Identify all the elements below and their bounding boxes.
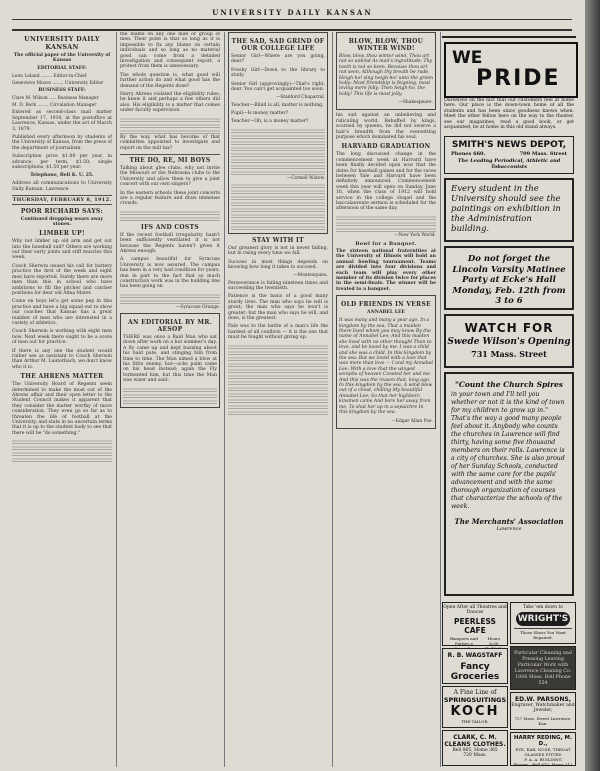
- church-head: "Count the Church Spires: [454, 380, 564, 389]
- article-paragraph: Patience is the basis of a good many sturdy lives. The man who says he will is great; the man who says he won't is greater; but the man who says he will, and does, is the greatest.: [228, 294, 328, 321]
- address-notice: Address all communications to University Daily Kansan, Lawrence.: [12, 181, 112, 192]
- signature: —Cornell Widow.: [286, 175, 325, 181]
- staff-line: Leon Leland ........ Editor-in-Chief: [12, 74, 87, 79]
- do-re-mi-head: THE DO, RE, MI BOYS: [120, 154, 220, 164]
- peerless-top: Open After all Theatres and Dances: [443, 605, 507, 615]
- smith-address: 709 Mass. Street: [519, 151, 567, 157]
- poem: It was many and many a year ago, In a kingdom by the sea, That a maiden there lived whom you may know By the name of Annabel Lee; And this maiden she lived with no other thought Than to love, and be loved by me. I was a child and she was a child, In this kingdom by the sea: But we loved with a love that was more than love — I and my Annabel Lee; With a love that the winged seraphs of heaven Coveted her and me. And this was the reason that, long ago, In this kingdom by the sea, A wind blew out of a cloud, chilling My beautiful Annabel Lee; So that her highborn kinsmen came And bore her away from me, To shut her up in a sepulchre In this kingdom by the sea.: [339, 318, 433, 416]
- article-paragraph: Come on boys let's get some pep in this practice and have a big squad out to show our coaches that Kansas has a great number of men who are interested in a variety of athletics.: [12, 299, 112, 326]
- article-paragraph: Coach Sherwin is working with eight men now. Next week there ought to be a score of men out for practice.: [12, 329, 112, 346]
- business-line: M. D. Bork ........ Circulation Manager: [12, 103, 97, 109]
- article-paragraph: Our greatest glory is not in never falling, but in rising every time we fall.: [228, 245, 328, 257]
- lincoln-ad: [444, 246, 574, 310]
- merchants-city: Lawrence: [496, 526, 522, 532]
- article-paragraph: Coach Sherwin issued his call for battery practice the first of the week and eight men have reported. Surely there are more men than this in school who have ambitions to fill the pitcher and catcher positions for dear old Alma Mater.: [12, 263, 112, 296]
- peerless-ad: [442, 602, 508, 646]
- article-paragraph: the blame on any one man or group of men. Their point is that so long as it is impossible to fix any blame on certain individuals and so long as no material good can come from a detailed investigation and consequent report, a protest from them is unnecessary.: [120, 32, 220, 70]
- article-paragraph: Perseverance is failing nineteen times and succeeding the twentieth.: [228, 280, 328, 291]
- article-paragraph: By the way, what has become of that committee appointed to investigate and report on the mill tax?: [120, 134, 220, 151]
- signature: —Shakespeare.: [398, 100, 433, 106]
- signature: —Montesquieu.: [293, 273, 328, 279]
- masthead-rule-bottom: [12, 29, 572, 31]
- aesop-head: AN EDITORIAL BY MR. AESOP: [127, 318, 212, 333]
- wright-logo: WRIGHT'S: [517, 614, 569, 624]
- ifs-head: IFS AND COSTS: [141, 223, 199, 231]
- reding-building: F. A. A. BUILDING: [524, 757, 562, 762]
- masthead: UNIVERSITY DAILY KANSAN: [212, 8, 373, 17]
- staff-head: EDITORIAL STAFF:: [37, 66, 87, 71]
- blow-box: [336, 32, 436, 110]
- issue-date: THURSDAY, FEBRUARY 8, 1912.: [12, 197, 112, 204]
- article-paragraph: Senior Girl (approvingly)—That's right, dear. You can't get acquainted too soon.: [231, 81, 325, 93]
- parsons-trade: Engraver, Watchmaker and Jeweler,: [511, 703, 575, 714]
- page-edge: [585, 0, 600, 771]
- koch-ad: [442, 686, 508, 728]
- published-notice: Published every afternoon by students of the University of Kansas, from the press of the department of journalism.: [12, 135, 112, 151]
- article-paragraph: Why not limber up old arm and get out into the baseball suit? Others are working out their early joints and stiff muscles this week.: [12, 239, 112, 261]
- staff-line: Genevieve Moore ........ University Editor: [12, 81, 104, 87]
- swede-ad: [444, 314, 574, 368]
- article-paragraph: The sixteen national fraternities at the University of Illinois will hold an annual bowling tournament. Teams are divided into four divisions and each team will play every other member of its division twice for places in the semi-finals. The winner will be treated to a banquet.: [336, 248, 436, 292]
- paper-subtitle: The official paper of the University of Kansas: [13, 53, 111, 63]
- column-divider: [440, 32, 441, 767]
- lincoln-text: Do not forget the Lincoln Varsity Matinee Party at Ecke's Hall Monday, Feb. 12th from 3 to 6: [452, 254, 566, 306]
- clark-ad: [442, 730, 508, 766]
- article-paragraph: A campus beautiful for Syracuse University is now assured. The campus has been in a very bad condition for years, due in part to the fact that so much construction work was in the building line has been going on.: [120, 257, 220, 290]
- business-line: Clare M. Wilson ..... Business Manager: [12, 96, 99, 102]
- business-head: BUSINESS STAFF:: [38, 88, 86, 94]
- peerless-name: PEERLESS CAFE: [454, 617, 496, 635]
- poem: Blow, blow, thou winter wind, Thou art not so unkind As man's ingratitude; Thy tooth is not so keen, Because thou art not seen, Although thy breath be rude. Heigh-ho! sing heigh-ho! unto the green holly: Most friendship is feigning, most loving mere folly: Then heigh-ho, the holly! This life is most jolly.: [339, 54, 433, 97]
- harvard-head: HARVARD GRADUATION: [341, 143, 431, 151]
- church-text: in your town and I'll tell you whether or not it is the kind of town for my children to grow up in." That's the way a good many people feel about it. Anybody who counts the churches in Lawrence will find thirty, having some five thousand members on their rolls. Lawrence is a city of churches. She is also proud of her Sunday Schools, conducted with the same care for the pupils' advancement and with the same thorough organization of courses that characterize the schools of the week.: [451, 391, 565, 510]
- bowl-head: Bowl for a Banquet.: [355, 240, 417, 247]
- article-paragraph: Harry Ahrens violated the eligibility rules; he knew it and perhaps a few others did also. His eligibility is a matter that comes under faculty supervision.: [120, 92, 220, 114]
- reding-name: HARRY REDING, M. D.,: [513, 735, 573, 747]
- telephone: Telephone, Bell K. U. 25.: [30, 173, 94, 179]
- parsons-ad: [510, 692, 576, 730]
- article-paragraph: Teacher—Blind is all, matter is nothing.: [231, 102, 324, 108]
- stay-with-it-head: STAY WITH IT: [252, 236, 304, 244]
- take-em: Take 'em down to: [522, 605, 564, 610]
- paintings-text: Every student in the University should see the paintings on exhibition in the Administration building.: [451, 184, 561, 234]
- poor-richard-head: POOR RICHARD SAYS:: [20, 208, 104, 216]
- swede-address: 731 Mass. Street: [471, 349, 547, 359]
- sad-grind-box: [228, 32, 328, 234]
- column-divider: [116, 32, 117, 767]
- article-paragraph: Talking about glee clubs, why not invite the Missouri or the Nebraska clubs to the University and allow them to give a joint concert with our own singers?: [120, 165, 220, 188]
- cleaning-text: Particular Cleaning and Pressing Leaving Particular Work with Lawrence Cleaning Co. 1006 Mass. Bell Phone 554: [514, 651, 572, 686]
- smith-name: SMITH'S NEWS DEPOT,: [451, 140, 567, 150]
- ahrens-head: THE AHRENS MATTER: [20, 373, 104, 381]
- article-paragraph: Freshy Girl—Down to the library to study.: [231, 67, 325, 79]
- peerless-l1: Banquets and: [449, 636, 478, 641]
- merchants-name: The Merchants' Association: [454, 517, 564, 526]
- sad-grind-head: THE SAD, SAD GRIND OF OUR COLLEGE LIFE: [231, 38, 325, 52]
- reding-ad: [510, 732, 576, 766]
- article-paragraph: his suit against an unbelieving and ridiculing world. Rebuffed by kings, scorned by queens, he did not swerve a hair's breadth from the oversetting purpose which dominated his soul.: [336, 113, 436, 140]
- parsons-address: 727 Mass. Street Lawrence, Kan.: [514, 715, 572, 726]
- blow-head: BLOW, BLOW, THOU WINTER WIND!: [348, 38, 424, 52]
- wagstaff-name: R. B. WAGSTAFF: [447, 652, 503, 659]
- limber-head: LIMBER UP!: [39, 230, 85, 238]
- subscription-notice: Subscription price $1.00 per year, in advance; per term, $1.50; single subscriptions, $1.50 per year.: [12, 154, 112, 171]
- article-paragraph: Pupil—Is money matter?: [231, 110, 289, 116]
- column-divider: [224, 32, 225, 767]
- pride-we: WE: [452, 48, 483, 68]
- clark-phones: Bell 865, Home 365: [452, 748, 498, 753]
- smith-ad: [444, 136, 574, 174]
- article-paragraph: Pale was to the battle of a man's life the hardest of all conflicts — it is the one that must be fought without giving up.: [228, 324, 328, 341]
- article-paragraph: Senior Girl—Where are you going, dear?: [231, 54, 325, 65]
- clark-name: CLARK, C. M. CLEANS CLOTHES.: [444, 734, 506, 748]
- signature: —New York World.: [394, 232, 436, 238]
- article-paragraph: Teacher—Oh, is a money matter?: [231, 119, 309, 125]
- entered-notice: Entered as second-class mail matter September 17, 1910, at the postoffice at Lawrence, Kansas, under the act of March 3, 1879.: [12, 110, 112, 132]
- column-divider: [332, 32, 333, 767]
- paintings-ad: [444, 178, 574, 242]
- column-3: [228, 32, 328, 767]
- koch-springs: SPRINGSUITINGS: [443, 696, 507, 704]
- pride-word: PRIDE: [476, 66, 561, 91]
- article-paragraph: The long discussed change in the commencement week at Harvard have been finally decided upon now that the dates for baseball games and for the races between Yale and Harvard have been definitely announced. Commencement week this year will open on Sunday, June 16, when the class of 1912 will hold service in the college chapel and the baccalaureate sermon is scheduled for the afternoon of the same day.: [336, 152, 436, 212]
- article-paragraph: The University Board of Regents seem determined to make the most out of the Ahrens affair and their open letter to the Student Council makes it apparent that they consider the matter worthy of more consideration. They even go so far as to threaten the life of football at the University, and state in no uncertain terms that it is up to the student body to see that there will be "do something.": [12, 382, 112, 436]
- column-2: [120, 32, 220, 767]
- column-1: [12, 32, 112, 767]
- article-paragraph: Success in most things depends on knowing how long it takes to succeed.: [228, 259, 328, 271]
- article-paragraph: In the eastern schools these joint concerts are a regular feature and draw immense crowds.: [120, 190, 220, 207]
- aesop-box: [120, 313, 220, 408]
- wagstaff-ad: [442, 648, 508, 684]
- church-ad: [444, 372, 574, 596]
- swede-name: Swede Wilson's Opening: [447, 337, 571, 347]
- peerless-r1: Hours 6:30: [487, 636, 501, 646]
- smith-tagline: The Leading Periodical, Athletic and Tobacconists: [457, 158, 561, 170]
- reding-phones: Phones—Bell 610, Home 312: [513, 762, 573, 767]
- pride-box: [444, 42, 578, 98]
- article-paragraph: If the recent football irregularity hasn't been sufficiently ventilated it is not because the Regents haven't given it Akrens enough.: [120, 232, 220, 254]
- clark-address: 720 Mass.: [463, 753, 487, 758]
- peerless-l2: Parties a: [454, 641, 473, 646]
- koch-tailor: THE TAILOR.: [461, 719, 489, 724]
- watch-head: WATCH FOR: [464, 321, 554, 335]
- article-paragraph: The whole question is, what good will further action do and what good has the demand of the Regents done?: [120, 72, 220, 89]
- pride-text: Ourselves on the fact that our customers feel at home here. Our place is the down-town home of all the students and has been since goodness knows when. Meet the other fellow here on the way to the theater, see our magazines, read a good book, or get acquainted; be at home in this old stand always.: [444, 98, 574, 131]
- reding-specialty: EYE, EAR, NOSE, THROAT GLASSES FITTED: [515, 747, 571, 757]
- cleaning-ad: [510, 646, 576, 690]
- column-4: [336, 32, 436, 767]
- wright-ad: [510, 602, 576, 644]
- old-friends-head: OLD FRIENDS IN VERSE: [341, 301, 431, 309]
- wright-tagline: Those Shoes You Want Repaired.: [514, 628, 572, 640]
- koch-name: KOCH: [450, 704, 500, 719]
- signature: —Stanford Chaparral.: [275, 95, 325, 101]
- article-paragraph: If there is any one the student would rather see as assistant to Coach Sherwin than Arthur M. Lauterbach, we don't know who it is.: [12, 348, 112, 370]
- poor-richard-text: Continued dropping wears away stones.: [20, 217, 104, 228]
- paper-title: UNIVERSITY DAILY KANSAN: [24, 35, 100, 51]
- fancy-groceries: Fancy Groceries: [450, 662, 500, 682]
- smith-phone: Phones 660.: [451, 151, 486, 157]
- koch-line: A Fine Line of: [453, 689, 497, 696]
- parsons-name: ED.W. PARSONS,: [514, 696, 571, 703]
- article-paragraph: THERE was once a Bald Man who sat down after work on a hot summer's day. A fly came up and kept buzzing about his bald pate, and stinging him from time to time. The Man aimed a blow at his little enemy, but—acks palm came on his head instead; again the Fly tormented him, but this time the Man was wiser and said:: [123, 334, 217, 384]
- signature: —Edgar Allan Poe.: [391, 418, 433, 424]
- annabel-head: ANNABEL LEE: [367, 310, 405, 316]
- pride-ad: [442, 36, 576, 134]
- masthead-rule: [12, 19, 572, 20]
- old-friends-box: [336, 295, 436, 428]
- ifs-signature: —Syracuse Orange.: [175, 304, 220, 310]
